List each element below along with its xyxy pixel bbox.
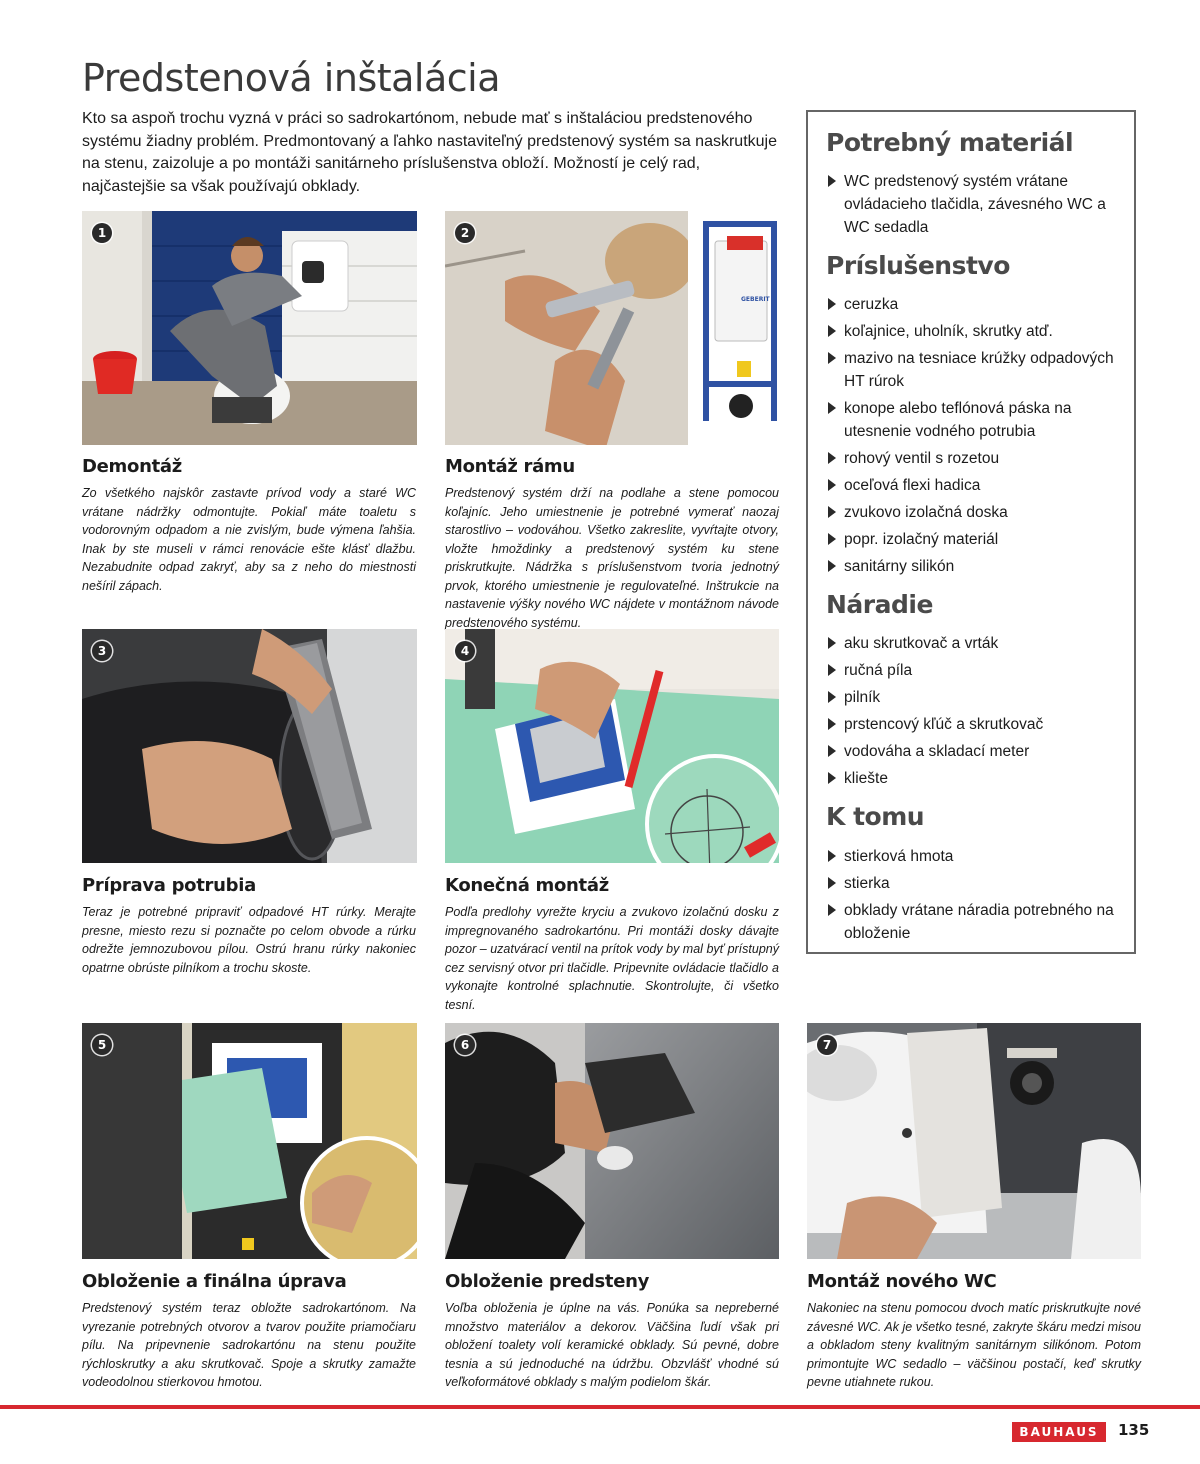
list-item: aku skrutkovač a vrták (826, 632, 1126, 655)
list-item: pilník (826, 686, 1126, 709)
accessories-list (826, 293, 1126, 582)
extras-list (826, 845, 1126, 949)
extras-heading: K tomu (826, 802, 925, 831)
tools-list (826, 632, 1126, 794)
list-item: oceľová flexi hadica (826, 474, 1126, 497)
list-item: rohový ventil s rozetou (826, 447, 1126, 470)
list-item: kliešte (826, 767, 1126, 790)
list-item: popr. izolačný materiál (826, 528, 1126, 551)
materials-box (806, 110, 1136, 954)
accessories-heading: Príslušenstvo (826, 251, 1010, 280)
step-3-title: Príprava potrubia (82, 875, 256, 896)
step-4-number: 4 (455, 641, 475, 661)
step-5-text: Predstenový systém teraz obložte sadrokartónom. Na vyrezanie potrebných otvorov a tvarov použite priamočiaru pílu. Na pripevnenie sadrokartónu na stenu použite rýchloskrutky a aku skrutkovač. Spoje a skrutky zamažte vodeodolnou stierkovou hmotou. (82, 1301, 416, 1389)
step-1-photo (82, 211, 417, 445)
step-1-text: Zo všetkého najskôr zastavte prívod vody a staré WC vrátane nádržky odmontujte. Pokiaľ máte toaletu s vodorovným odpadom a nie zvislým, bude výmena ľahšia. Inak by ste museli v rámci renovácie ešte klásť dlažbu. Nezabudnite odpad zakryť, aby sa z neho do miestnosti nešíril zápach. (82, 486, 416, 593)
list-item: mazivo na tesniace krúžky odpadových HT rúrok (826, 347, 1126, 393)
list-item: ručná píla (826, 659, 1126, 682)
brand-logo-text: BAUHAUS (1019, 1425, 1099, 1439)
list-item: obklady vrátane náradia potrebného na obloženie (826, 899, 1126, 945)
list-item: zvukovo izolačná doska (826, 501, 1126, 524)
step-3-text: Teraz je potrebné pripraviť odpadové HT rúrky. Merajte presne, miesto rezu si poznačte po celom obvode a rúrku odrežte jemnozubovou pílou. Ostrú hranu rúrky nakoniec opatrne obrúste pilníkom a trochu skoste. (82, 905, 416, 975)
brand-logo (1012, 1422, 1106, 1442)
list-item: koľajnice, uholník, skrutky atď. (826, 320, 1126, 343)
list-item: stierka (826, 872, 1126, 895)
step-4-title: Konečná montáž (445, 875, 609, 896)
step-2-photo (445, 211, 789, 445)
list-item: stierková hmota (826, 845, 1126, 868)
step-3-number: 3 (92, 641, 112, 661)
step-6-text: Voľba obloženia je úplne na vás. Ponúka sa nepreberné množstvo materiálov a dekorov. Väčšina ľudí však pri obložení toalety volí keramické obklady. Sú pevné, dobre tesnia a sú jednoduché na údržbu. Obzvlášť vhodné sú veľkoformátové obklady s malým podielom škár. (445, 1301, 779, 1389)
intro-paragraph: Kto sa aspoň trochu vyzná v práci so sadrokartónom, nebude mať s inštaláciou predstenového systému žiadny problém. Predmontovaný a ľahko nastaviteľný predstenový systém sa naskrutkuje na stenu, zaizoluje a po montáži sanitárneho príslušenstva obloží. Možností je celý rad, najčastejšie sa však používajú obklady. (82, 110, 777, 195)
step-7-title: Montáž nového WC (807, 1271, 997, 1292)
step-5-title: Obloženie a finálna úprava (82, 1271, 347, 1292)
page-number: 135 (1118, 1421, 1150, 1439)
footer-rule (0, 1405, 1200, 1409)
step-2-text: Predstenový systém drží na podlahe a stene pomocou koľajníc. Jeho umiestnenie je potrebné vymerať naozaj starostlivo – vodováhou. Všetko zakreslite, vyvŕtajte otvory, vložte hmoždinky a predstenový systém ku stene priskrutkujte. Nádržka s príslušenstvom tvoria jednotný prvok, ktorého umiestnenie je regulovateľné. Inštrukcie na nastavenie výšky nového WC nájdete v montážnom návode predstenového systému. (445, 486, 779, 630)
step-7-text: Nakoniec na stenu pomocou dvoch matíc priskrutkujte nové závesné WC. Ak je všetko tesné, zakryte škáru medzi misou a obkladom steny kvalitným sanitárnym silikónom. Potom primontujte WC sedadlo – väčšinou postačí, keď skrutky pevne utiahnete rukou. (807, 1301, 1141, 1389)
materials-list (826, 170, 1126, 243)
step-5-photo (82, 1023, 417, 1259)
step-2-brand-label: GEBERIT (741, 296, 770, 303)
step-6-photo (445, 1023, 779, 1259)
list-item: prstencový kľúč a skrutkovač (826, 713, 1126, 736)
list-item: konope alebo teflónová páska na utesnenie vodného potrubia (826, 397, 1126, 443)
tools-heading: Náradie (826, 590, 933, 619)
step-6-title: Obloženie predsteny (445, 1271, 650, 1292)
step-7-photo (807, 1023, 1141, 1259)
step-1-title: Demontáž (82, 456, 182, 477)
page-title: Predstenová inštalácia (82, 56, 501, 100)
step-3-photo (82, 629, 417, 863)
step-2-number: 2 (455, 223, 475, 243)
materials-heading: Potrebný materiál (826, 128, 1074, 157)
step-6-number: 6 (455, 1035, 475, 1055)
list-item: vodováha a skladací meter (826, 740, 1126, 763)
step-5-number: 5 (92, 1035, 112, 1055)
list-item: sanitárny silikón (826, 555, 1126, 578)
step-4-text: Podľa predlohy vyrežte kryciu a zvukovo izolačnú dosku z impregnovaného sadrokartónu. Pri montáži dosky dávajte pozor – uzatvárací ventil na prítok vody by mal byť prístupný cez servisný otvor pri tlačidle. Pripevnite ovládacie tlačidlo a vykonajte kontrolné splachnutie. Skontrolujte, či všetko tesní. (445, 905, 779, 1012)
list-item: WC predstenový systém vrátane ovládacieho tlačidla, závesného WC a WC sedadla (826, 170, 1126, 239)
step-7-number: 7 (817, 1035, 837, 1055)
list-item: ceruzka (826, 293, 1126, 316)
step-4-photo (445, 629, 779, 863)
step-1-number: 1 (92, 223, 112, 243)
step-2-title: Montáž rámu (445, 456, 575, 477)
